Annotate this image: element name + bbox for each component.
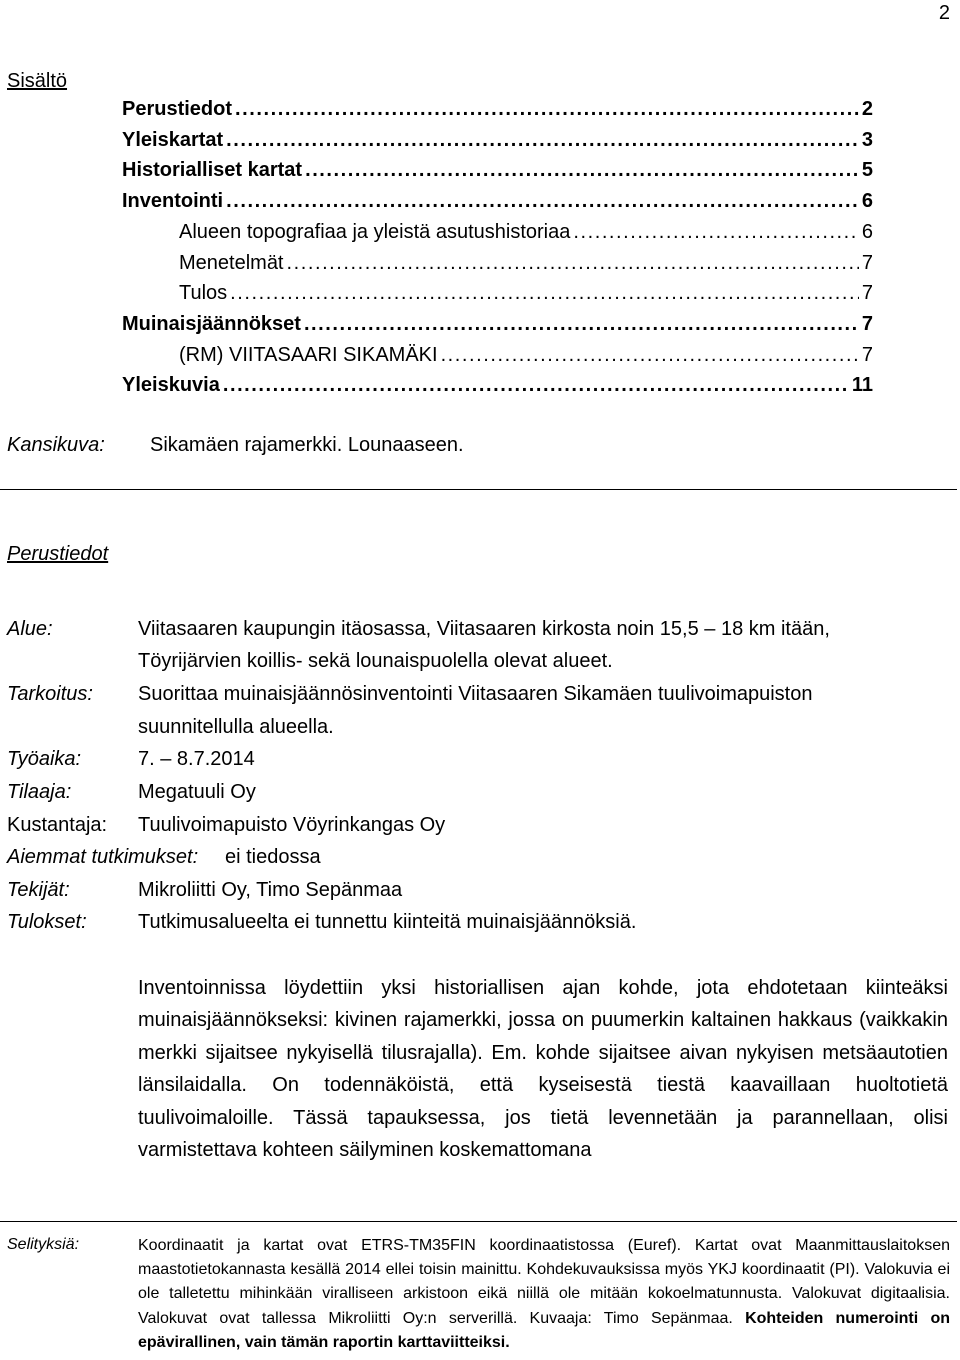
purpose-label: Tarkoitus: <box>7 683 93 705</box>
toc-entry-page: 11 <box>851 374 873 397</box>
toc-entry[interactable] <box>122 374 873 405</box>
toc-entry-label: Inventointi <box>122 190 224 213</box>
area-value-line1: Viitasaaren kaupungin itäosassa, Viitasaaren kirkosta noin 15,5 – 18 km itään, <box>138 618 830 640</box>
toc-entry-page: 7 <box>861 343 873 366</box>
toc-entry-label: Perustiedot <box>122 98 233 120</box>
notes-body: Koordinaatit ja kartat ovat ETRS-TM35FIN koordinaatistossa (Euref). Kartat ovat Maanmittauslaitoksen maastotietokannasta kesällä 2014 ellei toisin mainittu. Kohdekuvauksissa myös YKJ koordinaatit (PI). Valokuvia ei ole talletettu mihinkään viralliseen arkistoon eikä niillä ole mitään kokoelmatunnusta. Valokuvat digitaalisia. Valokuvat ovat tallessa Mikroliitti Oy:n serverillä. Kuvaaja: Timo Sepänmaa. <box>138 1237 950 1327</box>
toc-entry[interactable] <box>179 282 873 313</box>
authors-label: Tekijät: <box>7 879 70 901</box>
toc-entry-label: Yleiskuvia <box>122 374 220 397</box>
toc-leader-dots <box>305 159 859 182</box>
section-heading: Perustiedot <box>7 543 109 565</box>
toc-entry-label: Yleiskartat <box>122 128 224 151</box>
toc-entry-page: 7 <box>861 251 873 274</box>
client-label: Tilaaja: <box>7 781 72 803</box>
cover-image-caption: Sikamäen rajamerkki. Lounaaseen. <box>150 434 464 456</box>
toc-leader-dots <box>304 313 859 336</box>
toc-leader-dots <box>441 344 859 367</box>
toc-entry-label: Tulos <box>179 282 228 305</box>
authors-value: Mikroliitti Oy, Timo Sepänmaa <box>138 879 403 901</box>
toc-entry-label: Menetelmät <box>179 251 284 274</box>
notes-text <box>138 1234 950 1355</box>
client-value: Megatuuli Oy <box>138 781 256 803</box>
purpose-value-line2: suunnitellulla alueella. <box>138 716 334 738</box>
toc-leader-dots <box>573 221 859 244</box>
page-number: 2 <box>938 2 950 24</box>
toc-entry[interactable] <box>122 159 873 190</box>
footnote-divider <box>0 1221 957 1222</box>
purpose-value-line1: Suorittaa muinaisjäännösinventointi Viitasaaren Sikamäen tuulivoimapuiston <box>138 683 813 705</box>
toc-entry[interactable] <box>122 129 873 160</box>
toc-leader-dots <box>287 252 859 275</box>
toc-entry-page: 6 <box>861 190 873 213</box>
toc-entry-page: 7 <box>861 282 873 305</box>
toc-entry-label: Muinaisjäännökset <box>122 312 301 335</box>
toc-leader-dots <box>235 98 859 121</box>
toc-leader-dots <box>230 282 859 305</box>
toc-entry-label: (RM) VIITASAARI SIKAMÄKI <box>179 343 438 366</box>
funder-label: Kustantaja: <box>7 814 108 836</box>
toc-entry[interactable] <box>122 98 873 129</box>
toc-leader-dots <box>226 190 859 213</box>
toc-entry-page: 3 <box>861 128 873 151</box>
toc-entry[interactable] <box>122 313 873 344</box>
cover-image-label: Kansikuva: <box>7 434 105 456</box>
toc-entry-page: 7 <box>861 312 873 335</box>
area-value-line2: Töyrijärvien koillis- sekä lounaispuolella olevat alueet. <box>138 650 613 672</box>
toc-title: Sisältö <box>7 70 68 92</box>
toc-entry[interactable] <box>179 344 873 375</box>
toc-leader-dots <box>226 129 859 152</box>
toc-entry-page: 2 <box>861 98 873 120</box>
toc-entry-page: 6 <box>861 220 873 243</box>
toc-entry[interactable] <box>179 252 873 283</box>
funder-value: Tuulivoimapuisto Vöyrinkangas Oy <box>138 814 446 836</box>
results-value: Tutkimusalueelta ei tunnettu kiinteitä muinaisjäännöksiä. <box>138 911 637 933</box>
previous-studies-label: Aiemmat tutkimukset: <box>7 846 199 868</box>
notes-bold: Kohteiden numerointi on epävirallinen, vain tämän raportin karttaviitteiksi. <box>138 1309 950 1351</box>
toc-entry-page: 5 <box>861 159 873 182</box>
section-divider <box>0 489 957 490</box>
toc-entry-label: Alueen topografiaa ja yleistä asutushistoriaa <box>179 220 571 243</box>
notes-label: Selityksiä: <box>7 1236 80 1253</box>
findings-paragraph: Inventoinnissa löydettiin yksi historiallisen ajan kohde, jota ehdotetaan kiinteäksi muinaisjäännökseksi: kivinen rajamerkki, jossa on puumerkin kaltainen hakkaus (vaikkakin merkki sijaitsee nykyisellä tilusrajalla). Em. kohde sijaitsee aivan nykyisen metsäautotien länsilaidalla. On todennäköistä, että kyseisestä tiestä kaavaillaan huoltotietä tuulivoimaloille. Tässä tapauksessa, jos tietä levennetään ja parannellaan, olisi varmistettava kohteen säilyminen koskemattomana <box>138 977 948 1162</box>
toc-entry[interactable] <box>179 221 873 252</box>
toc-entry[interactable] <box>122 190 873 221</box>
toc-entry-label: Historialliset kartat <box>122 159 303 182</box>
previous-studies-value: ei tiedossa <box>225 846 321 868</box>
work-time-value: 7. – 8.7.2014 <box>138 748 255 770</box>
work-time-label: Työaika: <box>7 748 82 770</box>
area-label: Alue: <box>7 618 53 640</box>
toc-leader-dots <box>223 374 849 397</box>
results-label: Tulokset: <box>7 911 87 933</box>
